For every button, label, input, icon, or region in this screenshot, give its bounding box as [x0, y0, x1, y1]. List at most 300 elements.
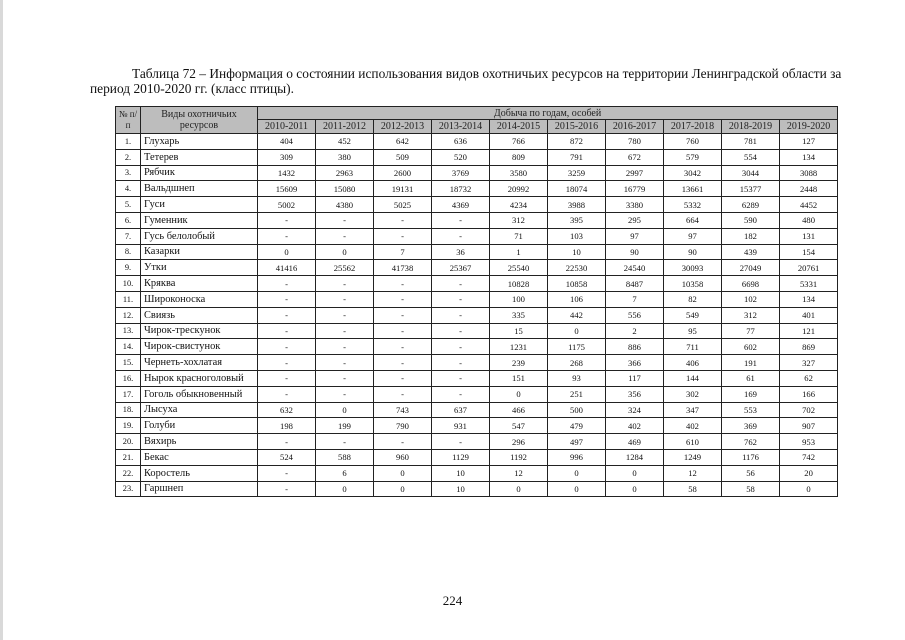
- harvest-value: 642: [374, 134, 432, 150]
- harvest-value: 5332: [664, 197, 722, 213]
- row-number: 10.: [116, 276, 141, 292]
- row-number: 13.: [116, 323, 141, 339]
- row-number: 17.: [116, 386, 141, 402]
- table-row: [116, 134, 838, 150]
- species-name: Чирок-свистунок: [141, 339, 258, 355]
- harvest-value: 760: [664, 134, 722, 150]
- harvest-value: 480: [780, 212, 838, 228]
- harvest-value: 12: [490, 465, 548, 481]
- harvest-value: 93: [548, 370, 606, 386]
- harvest-value: 268: [548, 355, 606, 371]
- harvest-value: 15609: [258, 181, 316, 197]
- harvest-value: 102: [722, 291, 780, 307]
- harvest-value: 2600: [374, 165, 432, 181]
- row-number: 2.: [116, 149, 141, 165]
- harvest-value: 520: [432, 149, 490, 165]
- row-number: 18.: [116, 402, 141, 418]
- harvest-value: 0: [780, 481, 838, 497]
- harvest-value: 469: [606, 434, 664, 450]
- harvest-value: 1129: [432, 449, 490, 465]
- harvest-value: 56: [722, 465, 780, 481]
- harvest-value: 58: [722, 481, 780, 497]
- harvest-value: 588: [316, 449, 374, 465]
- harvest-value: 1284: [606, 449, 664, 465]
- species-name: Гуменник: [141, 212, 258, 228]
- harvest-value: -: [374, 370, 432, 386]
- harvest-value: 672: [606, 149, 664, 165]
- harvest-value: 809: [490, 149, 548, 165]
- harvest-value: 402: [664, 418, 722, 434]
- harvest-value: 41738: [374, 260, 432, 276]
- harvest-value: 58: [664, 481, 722, 497]
- row-number: 21.: [116, 449, 141, 465]
- harvest-value: -: [432, 434, 490, 450]
- harvest-value: 25562: [316, 260, 374, 276]
- harvest-value: 15377: [722, 181, 780, 197]
- harvest-value: -: [374, 386, 432, 402]
- species-name: Коростель: [141, 465, 258, 481]
- harvest-value: 18074: [548, 181, 606, 197]
- table-caption: [90, 66, 860, 96]
- harvest-value: 13661: [664, 181, 722, 197]
- harvest-value: 12: [664, 465, 722, 481]
- harvest-value: -: [258, 212, 316, 228]
- harvest-value: 77: [722, 323, 780, 339]
- harvest-value: 95: [664, 323, 722, 339]
- row-number: 1.: [116, 134, 141, 150]
- row-number: 6.: [116, 212, 141, 228]
- harvest-value: 762: [722, 434, 780, 450]
- harvest-value: -: [374, 307, 432, 323]
- hunting-resources-table: [115, 106, 838, 497]
- row-number: 15.: [116, 355, 141, 371]
- harvest-value: 169: [722, 386, 780, 402]
- harvest-value: 2448: [780, 181, 838, 197]
- harvest-value: 3088: [780, 165, 838, 181]
- harvest-value: 406: [664, 355, 722, 371]
- table-row: [116, 323, 838, 339]
- page-edge: [0, 0, 3, 640]
- harvest-value: 3988: [548, 197, 606, 213]
- harvest-value: 4369: [432, 197, 490, 213]
- harvest-value: 4234: [490, 197, 548, 213]
- harvest-value: 0: [258, 244, 316, 260]
- harvest-value: -: [258, 355, 316, 371]
- harvest-value: 20761: [780, 260, 838, 276]
- harvest-value: 131: [780, 228, 838, 244]
- harvest-value: 10: [432, 481, 490, 497]
- harvest-value: 2997: [606, 165, 664, 181]
- table-row: [116, 197, 838, 213]
- harvest-value: -: [316, 370, 374, 386]
- harvest-value: 100: [490, 291, 548, 307]
- page-number: 224: [442, 593, 463, 608]
- row-number: 9.: [116, 260, 141, 276]
- harvest-value: 335: [490, 307, 548, 323]
- harvest-value: -: [316, 386, 374, 402]
- harvest-value: 7: [606, 291, 664, 307]
- harvest-value: 22530: [548, 260, 606, 276]
- species-name: Бекас: [141, 449, 258, 465]
- harvest-value: 61: [722, 370, 780, 386]
- header-year: 2017-2018: [664, 120, 722, 134]
- header-year: 2011-2012: [316, 120, 374, 134]
- species-name: Вяхирь: [141, 434, 258, 450]
- harvest-value: 10858: [548, 276, 606, 292]
- harvest-value: 610: [664, 434, 722, 450]
- harvest-value: 121: [780, 323, 838, 339]
- table-row: [116, 434, 838, 450]
- harvest-value: -: [374, 434, 432, 450]
- harvest-value: 103: [548, 228, 606, 244]
- harvest-value: 1175: [548, 339, 606, 355]
- harvest-value: 182: [722, 228, 780, 244]
- harvest-value: 3044: [722, 165, 780, 181]
- harvest-value: 0: [316, 244, 374, 260]
- harvest-value: 15080: [316, 181, 374, 197]
- table-row: [116, 386, 838, 402]
- harvest-value: 18732: [432, 181, 490, 197]
- harvest-value: 3042: [664, 165, 722, 181]
- harvest-value: 97: [606, 228, 664, 244]
- harvest-value: 251: [548, 386, 606, 402]
- harvest-value: -: [316, 323, 374, 339]
- harvest-value: -: [374, 291, 432, 307]
- harvest-value: -: [432, 291, 490, 307]
- harvest-value: -: [432, 386, 490, 402]
- harvest-value: 324: [606, 402, 664, 418]
- species-name: Рябчик: [141, 165, 258, 181]
- table-row: [116, 276, 838, 292]
- row-number: 22.: [116, 465, 141, 481]
- harvest-value: 509: [374, 149, 432, 165]
- harvest-value: 402: [606, 418, 664, 434]
- row-number: 11.: [116, 291, 141, 307]
- harvest-value: 19131: [374, 181, 432, 197]
- harvest-value: 3259: [548, 165, 606, 181]
- header-number: № п/п: [116, 107, 141, 134]
- harvest-value: 869: [780, 339, 838, 355]
- harvest-value: 0: [548, 323, 606, 339]
- harvest-value: 500: [548, 402, 606, 418]
- harvest-value: 0: [490, 386, 548, 402]
- table-row: [116, 402, 838, 418]
- harvest-value: 590: [722, 212, 780, 228]
- harvest-value: 1249: [664, 449, 722, 465]
- header-year: 2010-2011: [258, 120, 316, 134]
- harvest-value: 20992: [490, 181, 548, 197]
- harvest-value: -: [316, 307, 374, 323]
- harvest-value: -: [432, 355, 490, 371]
- harvest-value: 549: [664, 307, 722, 323]
- harvest-value: -: [258, 370, 316, 386]
- harvest-value: 1231: [490, 339, 548, 355]
- row-number: 19.: [116, 418, 141, 434]
- table-row: [116, 149, 838, 165]
- harvest-value: 71: [490, 228, 548, 244]
- header-species: Виды охотничьих ресурсов: [141, 107, 258, 134]
- harvest-value: 742: [780, 449, 838, 465]
- harvest-value: 781: [722, 134, 780, 150]
- harvest-value: 20: [780, 465, 838, 481]
- header-year: 2018-2019: [722, 120, 780, 134]
- table-row: [116, 260, 838, 276]
- harvest-value: 442: [548, 307, 606, 323]
- harvest-value: 0: [374, 465, 432, 481]
- row-number: 16.: [116, 370, 141, 386]
- harvest-value: 953: [780, 434, 838, 450]
- harvest-value: 27049: [722, 260, 780, 276]
- harvest-value: 452: [316, 134, 374, 150]
- harvest-value: 497: [548, 434, 606, 450]
- species-name: Глухарь: [141, 134, 258, 150]
- harvest-value: 0: [548, 481, 606, 497]
- row-number: 12.: [116, 307, 141, 323]
- table-row: [116, 165, 838, 181]
- species-name: Гусь белолобый: [141, 228, 258, 244]
- harvest-value: 3580: [490, 165, 548, 181]
- header-group: Добыча по годам, особей: [258, 107, 838, 120]
- table-row: [116, 228, 838, 244]
- harvest-value: 151: [490, 370, 548, 386]
- harvest-value: 2: [606, 323, 664, 339]
- harvest-value: 960: [374, 449, 432, 465]
- harvest-value: 16779: [606, 181, 664, 197]
- harvest-value: 579: [664, 149, 722, 165]
- species-name: Широконоска: [141, 291, 258, 307]
- harvest-value: 356: [606, 386, 664, 402]
- harvest-value: 24540: [606, 260, 664, 276]
- harvest-value: 780: [606, 134, 664, 150]
- harvest-value: 0: [374, 481, 432, 497]
- species-name: Гаршнеп: [141, 481, 258, 497]
- harvest-value: 0: [548, 465, 606, 481]
- harvest-value: 524: [258, 449, 316, 465]
- header-year: 2019-2020: [780, 120, 838, 134]
- harvest-value: 872: [548, 134, 606, 150]
- harvest-value: 166: [780, 386, 838, 402]
- table-row: [116, 449, 838, 465]
- species-name: Гуси: [141, 197, 258, 213]
- harvest-value: 312: [722, 307, 780, 323]
- table-body: [116, 134, 838, 497]
- harvest-value: -: [374, 228, 432, 244]
- harvest-value: 295: [606, 212, 664, 228]
- harvest-value: 25367: [432, 260, 490, 276]
- harvest-value: -: [374, 355, 432, 371]
- header-year: 2013-2014: [432, 120, 490, 134]
- harvest-value: 2963: [316, 165, 374, 181]
- harvest-value: 198: [258, 418, 316, 434]
- harvest-value: 886: [606, 339, 664, 355]
- harvest-value: 479: [548, 418, 606, 434]
- harvest-value: 134: [780, 291, 838, 307]
- table-row: [116, 465, 838, 481]
- harvest-value: 6698: [722, 276, 780, 292]
- harvest-value: -: [374, 276, 432, 292]
- species-name: Чирок-трескунок: [141, 323, 258, 339]
- table-row: [116, 244, 838, 260]
- table-row: [116, 481, 838, 497]
- harvest-value: 8487: [606, 276, 664, 292]
- harvest-value: 5331: [780, 276, 838, 292]
- species-name: Голуби: [141, 418, 258, 434]
- harvest-value: 1432: [258, 165, 316, 181]
- harvest-value: 466: [490, 402, 548, 418]
- harvest-value: -: [432, 228, 490, 244]
- table-row: [116, 307, 838, 323]
- harvest-value: -: [432, 323, 490, 339]
- harvest-value: 791: [548, 149, 606, 165]
- header-year: 2015-2016: [548, 120, 606, 134]
- table-row: [116, 181, 838, 197]
- header-year: 2014-2015: [490, 120, 548, 134]
- harvest-value: 191: [722, 355, 780, 371]
- harvest-value: 401: [780, 307, 838, 323]
- harvest-value: 327: [780, 355, 838, 371]
- harvest-value: 5002: [258, 197, 316, 213]
- harvest-value: 0: [316, 402, 374, 418]
- harvest-value: 380: [316, 149, 374, 165]
- harvest-value: 199: [316, 418, 374, 434]
- harvest-value: -: [316, 212, 374, 228]
- harvest-value: -: [316, 228, 374, 244]
- harvest-value: 7: [374, 244, 432, 260]
- harvest-value: 702: [780, 402, 838, 418]
- table-row: [116, 291, 838, 307]
- species-name: Нырок красноголовый: [141, 370, 258, 386]
- harvest-value: 3769: [432, 165, 490, 181]
- harvest-value: 6289: [722, 197, 780, 213]
- row-number: 14.: [116, 339, 141, 355]
- harvest-value: 10828: [490, 276, 548, 292]
- harvest-value: -: [258, 465, 316, 481]
- harvest-value: -: [316, 434, 374, 450]
- harvest-value: 1176: [722, 449, 780, 465]
- harvest-value: 106: [548, 291, 606, 307]
- harvest-value: 144: [664, 370, 722, 386]
- row-number: 5.: [116, 197, 141, 213]
- harvest-value: 790: [374, 418, 432, 434]
- harvest-value: 10: [548, 244, 606, 260]
- harvest-value: 4380: [316, 197, 374, 213]
- harvest-value: -: [432, 307, 490, 323]
- harvest-value: 0: [316, 481, 374, 497]
- harvest-value: 10358: [664, 276, 722, 292]
- harvest-value: 1192: [490, 449, 548, 465]
- harvest-value: 664: [664, 212, 722, 228]
- harvest-value: 5025: [374, 197, 432, 213]
- harvest-value: 25540: [490, 260, 548, 276]
- species-name: Утки: [141, 260, 258, 276]
- harvest-value: 134: [780, 149, 838, 165]
- harvest-value: 766: [490, 134, 548, 150]
- harvest-value: 711: [664, 339, 722, 355]
- harvest-value: 907: [780, 418, 838, 434]
- harvest-value: -: [258, 307, 316, 323]
- harvest-value: 309: [258, 149, 316, 165]
- harvest-value: 632: [258, 402, 316, 418]
- harvest-value: 1: [490, 244, 548, 260]
- caption-text: Таблица 72 – Информация о состоянии использования видов охотничьих ресурсов на территории Ленинградской области за период 2010-2020 гг. (класс птицы).: [90, 66, 842, 96]
- table-row: [116, 355, 838, 371]
- species-name: Вальдшнеп: [141, 181, 258, 197]
- harvest-value: 90: [664, 244, 722, 260]
- harvest-value: 637: [432, 402, 490, 418]
- harvest-value: 296: [490, 434, 548, 450]
- harvest-value: -: [316, 291, 374, 307]
- harvest-value: 636: [432, 134, 490, 150]
- harvest-value: 547: [490, 418, 548, 434]
- harvest-value: 439: [722, 244, 780, 260]
- harvest-value: 556: [606, 307, 664, 323]
- harvest-value: 302: [664, 386, 722, 402]
- harvest-value: 6: [316, 465, 374, 481]
- harvest-value: -: [258, 481, 316, 497]
- harvest-value: 30093: [664, 260, 722, 276]
- harvest-value: 90: [606, 244, 664, 260]
- row-number: 7.: [116, 228, 141, 244]
- harvest-value: 931: [432, 418, 490, 434]
- row-number: 3.: [116, 165, 141, 181]
- harvest-value: 15: [490, 323, 548, 339]
- harvest-value: 602: [722, 339, 780, 355]
- table-row: [116, 418, 838, 434]
- harvest-value: -: [432, 370, 490, 386]
- harvest-value: 743: [374, 402, 432, 418]
- species-name: Казарки: [141, 244, 258, 260]
- harvest-value: 3380: [606, 197, 664, 213]
- harvest-value: 554: [722, 149, 780, 165]
- species-name: Лысуха: [141, 402, 258, 418]
- harvest-value: -: [258, 228, 316, 244]
- harvest-value: -: [316, 355, 374, 371]
- harvest-value: 62: [780, 370, 838, 386]
- species-name: Гоголь обыкновенный: [141, 386, 258, 402]
- harvest-value: 82: [664, 291, 722, 307]
- species-name: Чернеть-хохлатая: [141, 355, 258, 371]
- harvest-value: -: [316, 339, 374, 355]
- header-year: 2012-2013: [374, 120, 432, 134]
- harvest-value: -: [258, 291, 316, 307]
- row-number: 23.: [116, 481, 141, 497]
- harvest-value: -: [258, 323, 316, 339]
- harvest-value: 36: [432, 244, 490, 260]
- harvest-value: 239: [490, 355, 548, 371]
- row-number: 8.: [116, 244, 141, 260]
- harvest-value: -: [432, 339, 490, 355]
- harvest-value: 404: [258, 134, 316, 150]
- harvest-value: -: [432, 276, 490, 292]
- harvest-value: 347: [664, 402, 722, 418]
- harvest-value: 312: [490, 212, 548, 228]
- header-year: 2016-2017: [606, 120, 664, 134]
- harvest-value: 395: [548, 212, 606, 228]
- harvest-value: 117: [606, 370, 664, 386]
- harvest-value: 41416: [258, 260, 316, 276]
- harvest-value: -: [258, 386, 316, 402]
- harvest-value: -: [374, 323, 432, 339]
- row-number: 4.: [116, 181, 141, 197]
- harvest-value: 4452: [780, 197, 838, 213]
- harvest-value: 154: [780, 244, 838, 260]
- table-row: [116, 212, 838, 228]
- harvest-value: -: [374, 212, 432, 228]
- harvest-value: -: [374, 339, 432, 355]
- harvest-value: 10: [432, 465, 490, 481]
- harvest-value: -: [258, 434, 316, 450]
- harvest-value: -: [316, 276, 374, 292]
